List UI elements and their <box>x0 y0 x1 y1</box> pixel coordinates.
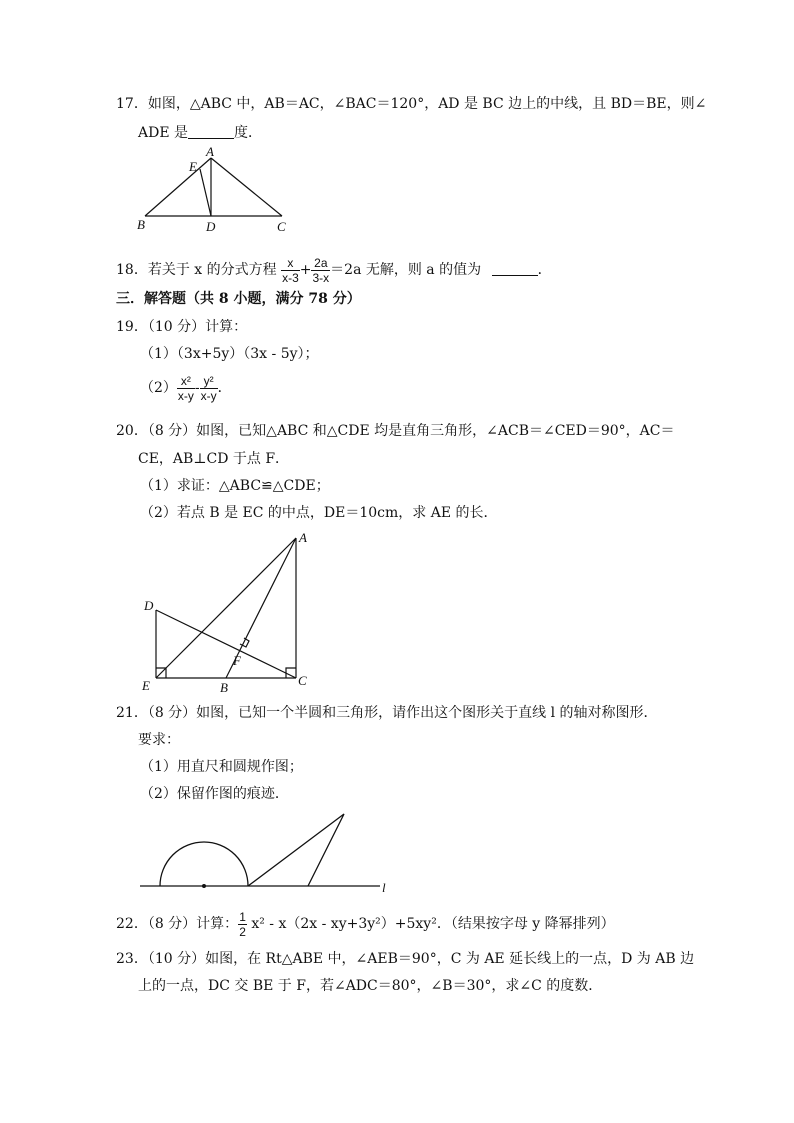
q21-number: 21． <box>116 705 148 721</box>
q20-number: 20． <box>116 423 148 439</box>
q20-figure <box>136 530 326 700</box>
q19-minus: - <box>194 380 200 396</box>
q19-part-2 <box>140 370 232 406</box>
q18-fraction-1: $\frac{x}{x-3}$ <box>282 255 299 285</box>
q17-side-ac <box>211 158 282 216</box>
q20-label-f: F <box>233 653 241 668</box>
q17-number: 17． <box>116 96 148 112</box>
q19-fraction-1: $\frac{\text{x²}}{x-y}$ <box>177 373 194 403</box>
q21-requirements: 要求： <box>138 732 180 748</box>
q17-label-a: A <box>206 144 214 159</box>
q19-title: （10 分）计算： <box>147 319 248 335</box>
q17-label-c: C <box>277 219 286 234</box>
q17-segment-ed <box>200 169 211 216</box>
q21-text-1: （8 分）如图，已知一个半圆和三角形，请作出这个图形关于直线 l 的轴对称图形． <box>147 705 658 721</box>
q18-line <box>116 252 552 288</box>
q23-line1 <box>116 950 694 968</box>
q22-line <box>116 906 615 942</box>
q20-text-1: （8 分）如图，已知△ABC 和△CDE 均是直角三角形，∠ACB＝∠CED＝90°，AC＝ <box>147 423 675 439</box>
q23-line2: 上的一点，DC 交 BE 于 F，若∠ADC＝80°，∠B＝30°，求∠C 的度数． <box>138 978 603 994</box>
section-3-heading: 三．解答题（共 8 小题，满分 78 分） <box>116 291 361 307</box>
q19-fraction-2: $\frac{\text{y²}}{x-y}$ <box>200 373 217 403</box>
q22-expression: x² - x（2x - xy+3y²）+5xy²．（结果按字母 y 降幂排列） <box>251 916 615 932</box>
q22-pre: （8 分）计算： <box>147 916 239 932</box>
q17-figure <box>136 146 296 236</box>
q17-text-2a: ADE 是 <box>138 125 189 141</box>
q20-segment-dc <box>156 610 296 678</box>
q21-line1 <box>116 704 658 722</box>
q20-right-angle-f <box>240 638 249 647</box>
q20-segment-ae <box>156 538 296 678</box>
q21-semicircle <box>160 842 248 886</box>
q20-label-b: B <box>220 680 228 695</box>
q19-part-1: （1）（3x+5y）（3x - 5y）； <box>140 346 319 362</box>
q19-part-2-label: （2） <box>140 380 177 396</box>
q22-fraction-half: $\frac{1}{2}$ <box>239 909 246 939</box>
q17-label-d: D <box>206 219 216 234</box>
q18-fraction-2: $\frac{2a}{3-x}$ <box>312 255 330 285</box>
q19-part-2-end: ． <box>217 380 232 396</box>
q21-figure <box>136 808 396 898</box>
q19-number: 19． <box>116 319 148 335</box>
q20-part-1: （1）求证：△ABC≌△CDE； <box>140 478 330 494</box>
q17-side-ab <box>145 158 211 216</box>
q18-plus: + <box>299 262 312 278</box>
q21-triangle <box>248 814 344 886</box>
q22-number: 22． <box>116 916 148 932</box>
q21-label-l: l <box>382 880 386 895</box>
q18-pre: 若关于 x 的分式方程 <box>147 262 277 278</box>
q21-requirement-2: （2）保留作图的痕迹． <box>140 786 289 802</box>
q20-line1 <box>116 422 675 440</box>
q17-label-e: E <box>189 159 197 174</box>
q21-center-dot <box>202 884 206 888</box>
q17-line1 <box>116 95 706 113</box>
q19-title-line <box>116 318 247 336</box>
q20-right-angle-c <box>286 668 296 678</box>
q17-text-1: 如图，△ABC 中，AB＝AC，∠BAC＝120°，AD 是 BC 边上的中线，且 BD＝BE，则∠ <box>147 96 707 112</box>
q20-label-d: D <box>144 598 154 613</box>
q18-post: ＝2a 无解，则 a 的值为 <box>330 262 482 278</box>
q23-text-1: （10 分）如图，在 Rt△ABE 中，∠AEB＝90°，C 为 AE 延长线上的一点，D 为 AB 边 <box>147 951 695 967</box>
q20-label-c: C <box>298 673 307 688</box>
q21-requirement-1: （1）用直尺和圆规作图； <box>140 759 303 775</box>
q17-label-b: B <box>137 217 145 232</box>
q18-number: 18． <box>116 262 148 278</box>
q23-number: 23． <box>116 951 148 967</box>
q17-line2 <box>138 124 262 142</box>
q20-line2: CE，AB⊥CD 于点 F． <box>138 451 290 467</box>
q17-text-2b: 度． <box>234 125 263 141</box>
q20-part-2: （2）若点 B 是 EC 的中点，DE＝10cm，求 AE 的长． <box>140 505 498 521</box>
q17-answer-blank[interactable] <box>188 124 234 139</box>
q18-end: ． <box>537 262 552 278</box>
q20-label-e: E <box>142 678 150 693</box>
q18-answer-blank[interactable] <box>492 261 538 276</box>
q20-label-a: A <box>299 530 307 545</box>
